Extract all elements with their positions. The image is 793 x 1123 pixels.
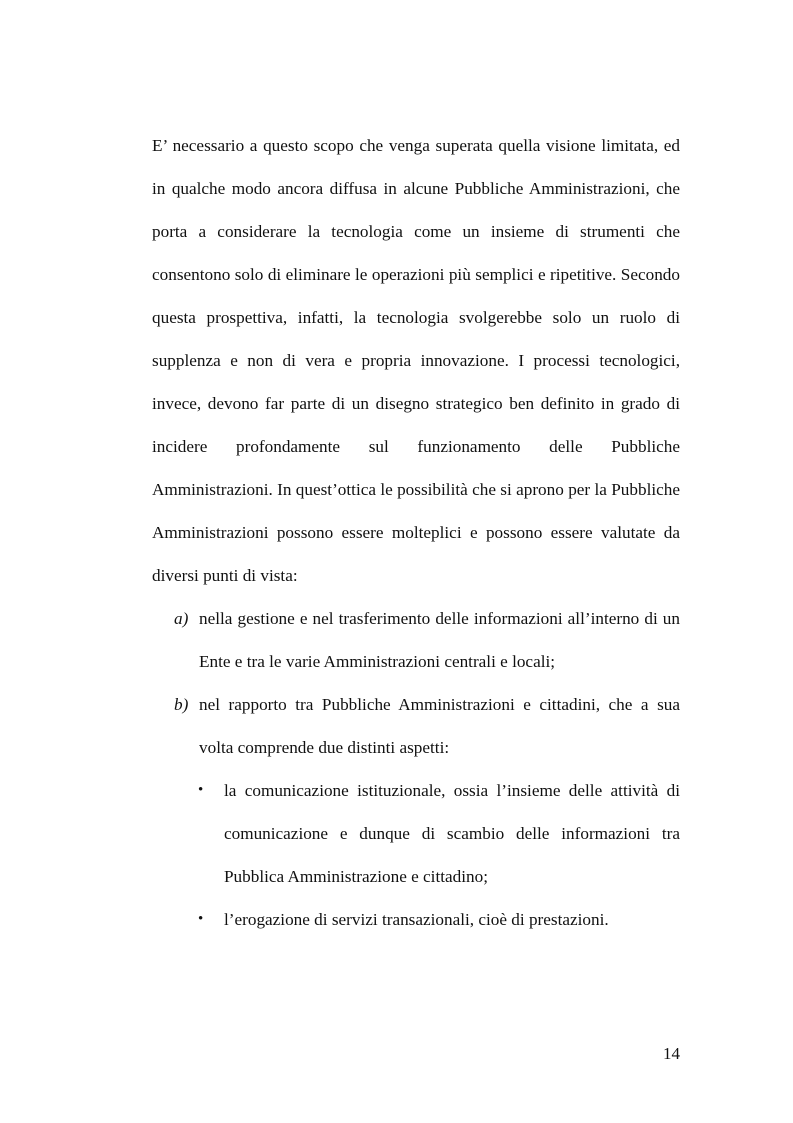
bullet-list	[152, 769, 680, 941]
page-number: 14	[663, 1044, 680, 1063]
bullet-item-text: la comunicazione istituzionale, ossia l’insieme delle attività di comunicazione e dunque di scambio delle informazioni tra Pubblica Amministrazione e cittadino;	[224, 781, 680, 886]
list-item-text: nel rapporto tra Pubbliche Amministrazioni e cittadini, che a sua volta comprende due distinti aspetti:	[199, 695, 680, 757]
list-item-a	[152, 597, 680, 683]
bullet-item	[152, 898, 680, 941]
list-item-b	[152, 683, 680, 769]
body-paragraph: E’ necessario a questo scopo che venga superata quella visione limitata, ed in qualche modo ancora diffusa in alcune Pubbliche Amministrazioni, che porta a considerare la tecnologia come un insieme di strumenti che consentono solo di eliminare le operazioni più semplici e ripetitive. Secondo questa prospettiva, infatti, la tecnologia svolgerebbe solo un ruolo di supplenza e non di vera e propria innovazione. I processi tecnologici, invece, devono far parte di un disegno strategico ben definito in grado di incidere profondamente sul funzionamento delle Pubbliche Amministrazioni. In quest’ottica le possibilità che si aprono per la Pubbliche Amministrazioni possono essere molteplici e possono essere valutate da diversi punti di vista:	[152, 136, 680, 585]
lettered-list	[152, 597, 680, 769]
bullet-item	[152, 769, 680, 898]
list-marker-a: a)	[174, 609, 189, 628]
list-marker-b: b)	[174, 695, 189, 714]
bullet-item-text: l’erogazione di servizi transazionali, cioè di prestazioni.	[224, 910, 609, 929]
bullet-icon: •	[198, 911, 204, 927]
page-body	[152, 124, 680, 941]
list-item-text: nella gestione e nel trasferimento delle informazioni all’interno di un Ente e tra le varie Amministrazioni centrali e locali;	[199, 609, 680, 671]
bullet-icon: •	[198, 782, 204, 798]
